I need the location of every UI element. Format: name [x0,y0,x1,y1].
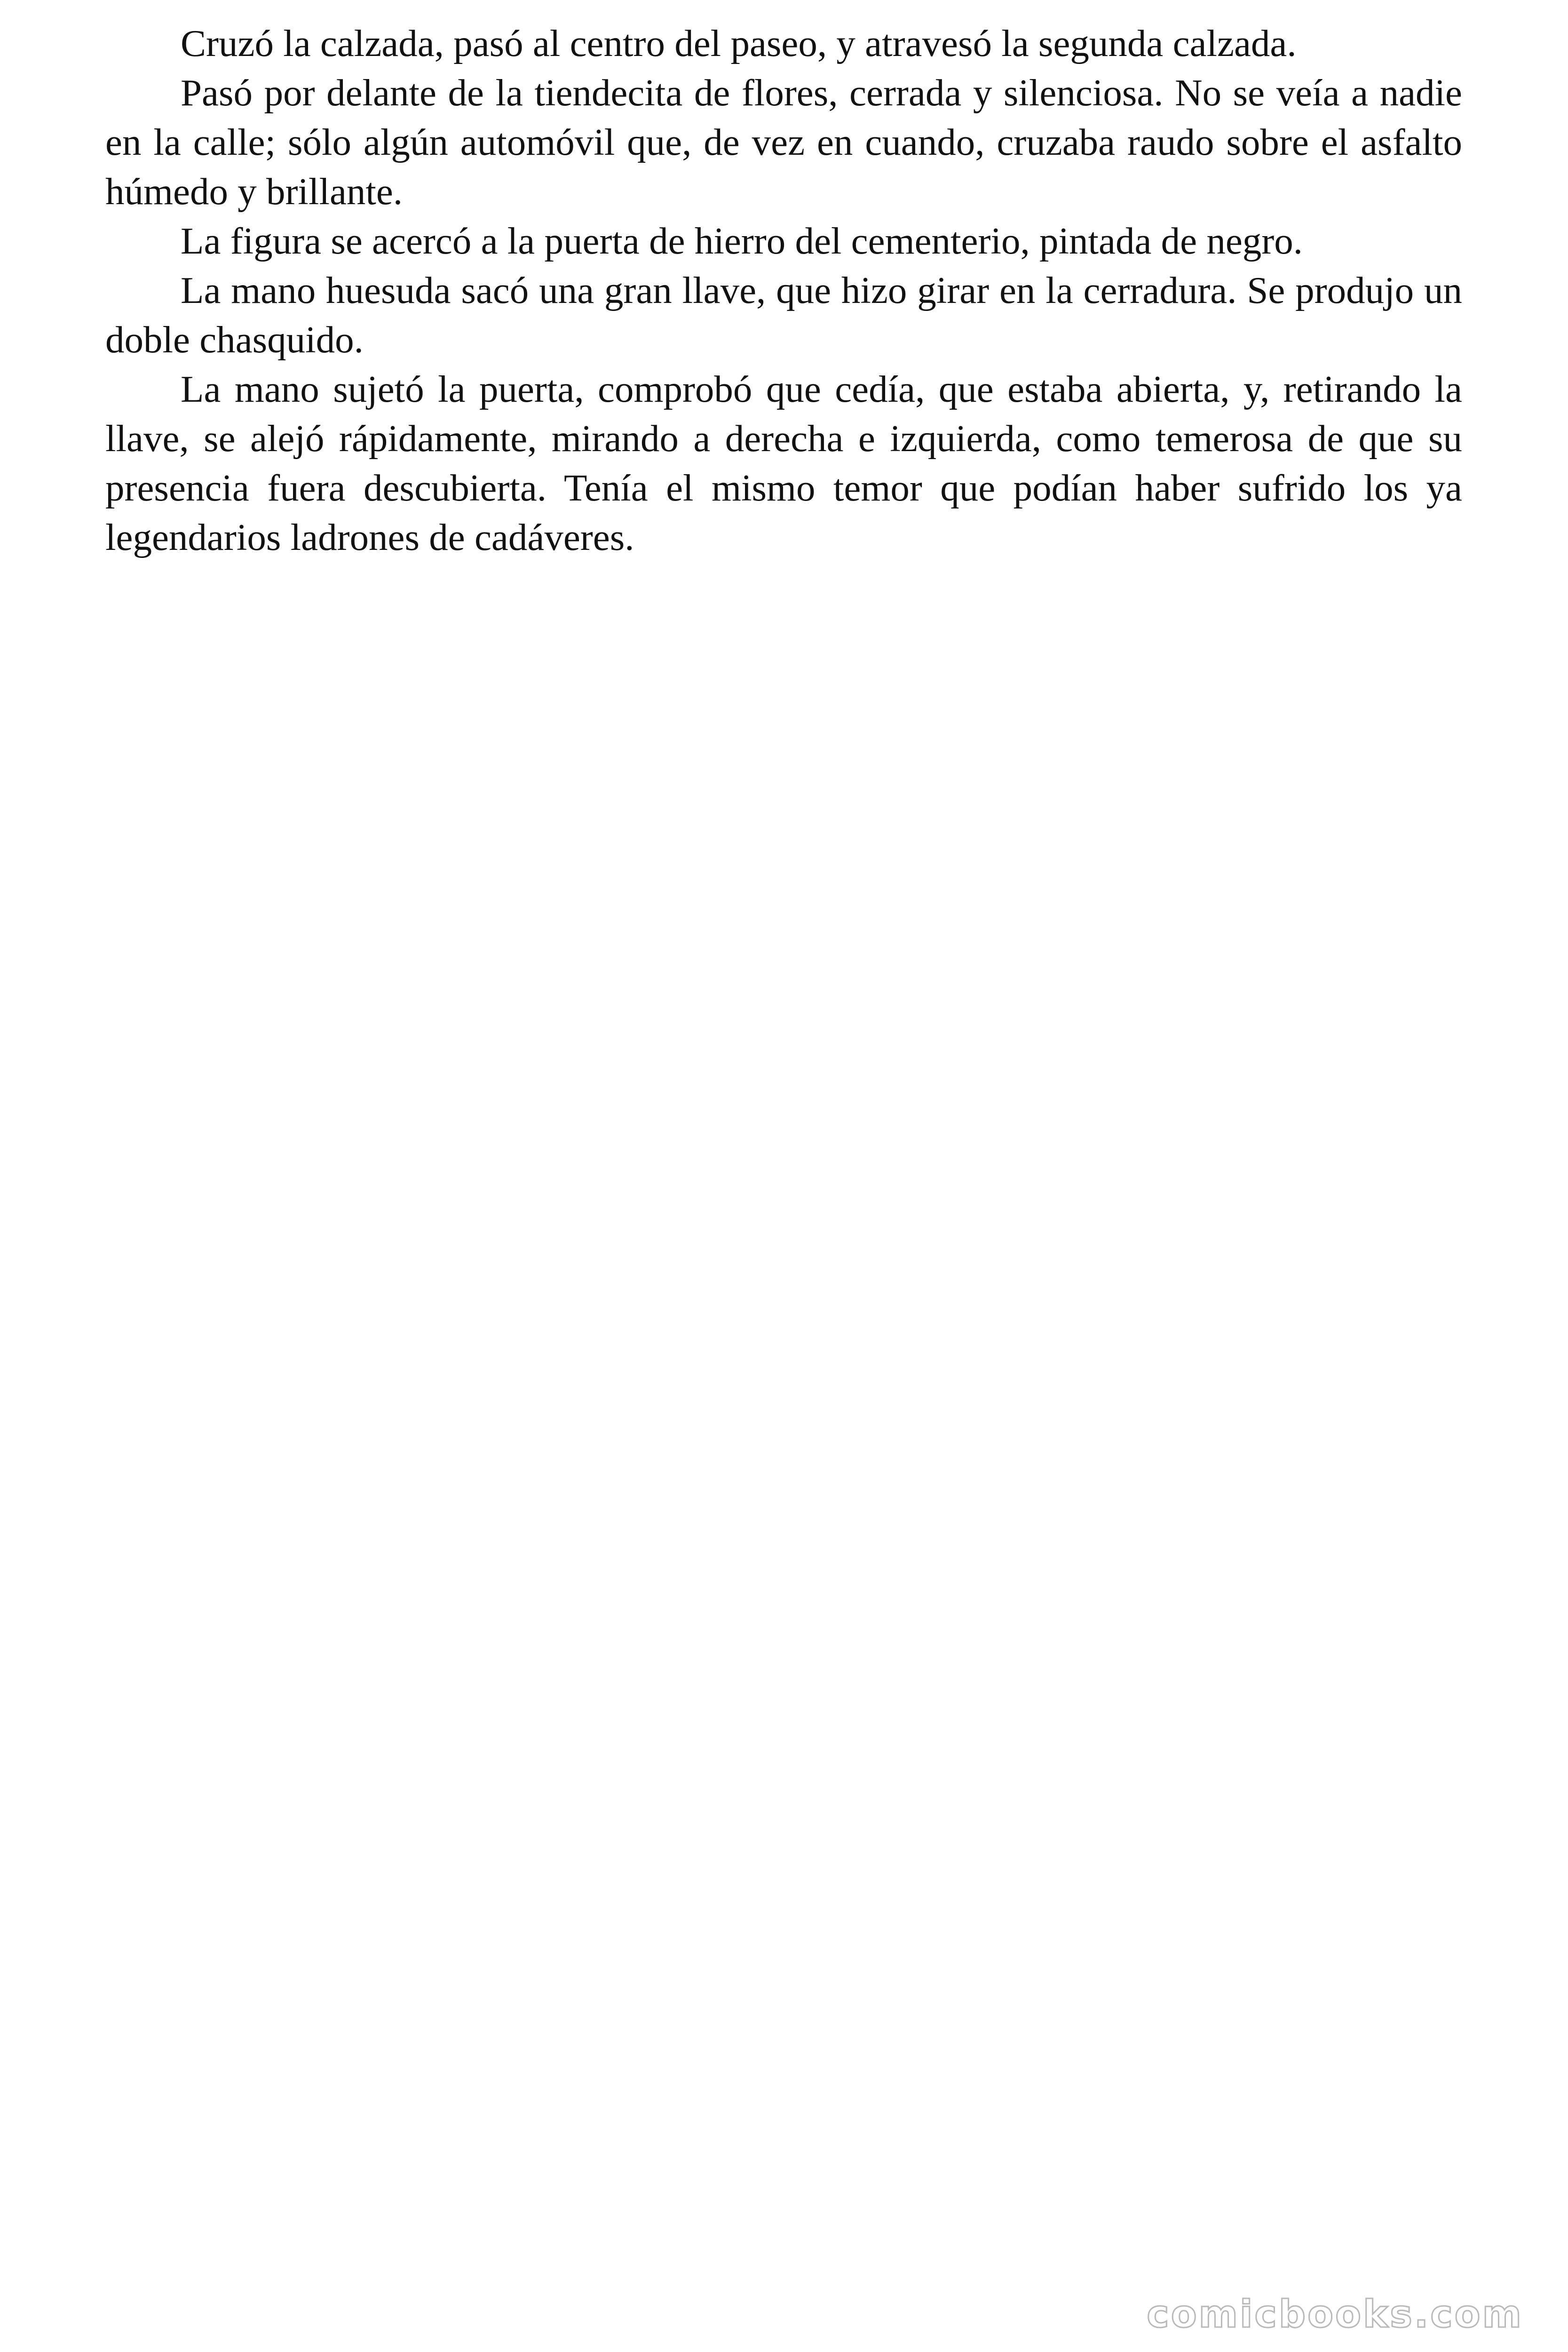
paragraph-3: La figura se acercó a la puerta de hierro del cementerio, pintada de negro. [181,220,1303,262]
paragraph-5: La mano sujetó la puerta, comprobó que cedía, que estaba abierta, y, retirando la llave, se alejó rápidamente, mirando a derecha e izquierda, como temerosa de que su presencia fuera descubierta. Tenía el mismo temor que podían haber sufrido los ya legendarios ladrones de cadáveres. [105,368,1462,558]
body-text [105,19,1462,562]
site-watermark: comicbooks.com [1147,2292,1523,2336]
paragraph-4: La mano huesuda sacó una gran llave, que hizo girar en la cerradura. Se produjo un doble chasquido. [105,269,1462,361]
paragraph-2: Pasó por delante de la tiendecita de flores, cerrada y silenciosa. No se veía a nadie en la calle; sólo algún automóvil que, de vez en cuando, cruzaba raudo sobre el asfalto húmedo y brillante. [105,72,1462,213]
paragraph-1: Cruzó la calzada, pasó al centro del paseo, y atravesó la segunda calzada. [181,22,1297,64]
